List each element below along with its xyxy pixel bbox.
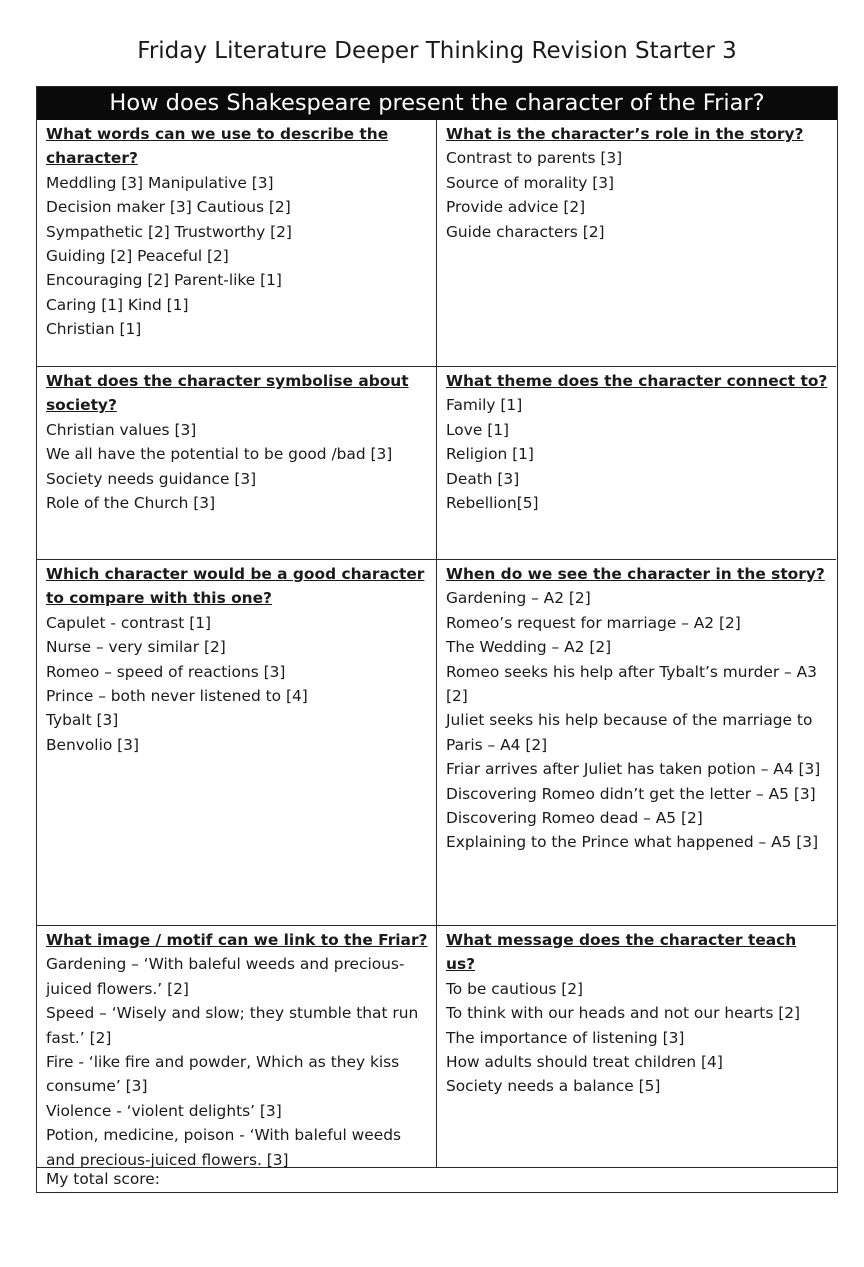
worksheet-table: [36, 86, 838, 1193]
answer-line: Provide advice [2]: [446, 198, 586, 217]
answer-line: Prince – both never listened to [4]: [46, 687, 308, 706]
answer-line: Gardening – ‘With baleful weeds and precious-juiced flowers.’ [2]: [46, 955, 405, 998]
section-question: What theme does the character connect to?: [446, 372, 828, 390]
answer-line: The importance of listening [3]: [446, 1028, 685, 1047]
answer-line: Encouraging [2] Parent-like [1]: [46, 271, 282, 290]
appearances-cell: [437, 559, 836, 925]
answer-line: We all have the potential to be good /bad [3]: [46, 445, 393, 464]
answer-line: Gardening – A2 [2]: [446, 589, 591, 608]
compare-character-cell: [37, 559, 437, 925]
answer-line: Role of the Church [3]: [46, 494, 216, 513]
answer-line: Speed – ‘Wisely and slow; they stumble that run fast.’ [2]: [46, 1004, 419, 1047]
message-cell: [437, 925, 836, 1167]
answer-line: Violence - ‘violent delights’ [3]: [46, 1101, 282, 1120]
answer-line: Romeo – speed of reactions [3]: [46, 662, 286, 681]
answer-line: Juliet seeks his help because of the marriage to Paris – A4 [2]: [446, 711, 813, 754]
section-question: What message does the character teach us?: [446, 931, 797, 974]
answer-line: Source of morality [3]: [446, 173, 615, 192]
answer-line: Tybalt [3]: [46, 711, 119, 730]
total-score-row: My total score:: [37, 1167, 837, 1192]
answer-line: Potion, medicine, poison - ‘With baleful weeds and precious-juiced flowers. [3]: [46, 1126, 401, 1167]
answer-line: Decision maker [3] Cautious [2]: [46, 198, 291, 217]
answer-line: Death [3]: [446, 469, 520, 488]
describe-words-cell: [37, 120, 437, 366]
answer-line: Society needs guidance [3]: [46, 469, 257, 488]
answer-line: Romeo’s request for marriage – A2 [2]: [446, 613, 741, 632]
answer-line: The Wedding – A2 [2]: [446, 638, 612, 657]
answer-line: Nurse – very similar [2]: [46, 638, 226, 657]
answer-line: Religion [1]: [446, 445, 534, 464]
answer-line: Love [1]: [446, 420, 509, 439]
answer-line: Discovering Romeo dead – A5 [2]: [446, 809, 703, 828]
answer-line: Contrast to parents [3]: [446, 149, 623, 168]
answer-line: Meddling [3] Manipulative [3]: [46, 173, 274, 192]
answer-line: Family [1]: [446, 396, 523, 415]
answer-line: Society needs a balance [5]: [446, 1077, 661, 1096]
answer-line: Friar arrives after Juliet has taken potion – A4 [3]: [446, 760, 821, 779]
answer-line: Sympathetic [2] Trustworthy [2]: [46, 222, 292, 241]
section-question: What does the character symbolise about society?: [46, 372, 409, 415]
section-question: What is the character’s role in the story?: [446, 125, 804, 143]
section-question: When do we see the character in the story?: [446, 565, 825, 583]
theme-cell: [437, 366, 836, 559]
role-in-story-cell: [437, 120, 836, 366]
answer-line: Romeo seeks his help after Tybalt’s murder – A3 [2]: [446, 662, 817, 706]
answer-line: Fire - ‘like fire and powder, Which as they kiss consume’ [3]: [46, 1053, 400, 1096]
question-banner: How does Shakespeare present the character of the Friar?: [37, 87, 837, 120]
section-question: What image / motif can we link to the Friar?: [46, 931, 428, 949]
answer-line: Christian [1]: [46, 320, 142, 339]
answer-line: Capulet - contrast [1]: [46, 613, 211, 632]
answer-line: Discovering Romeo didn’t get the letter – A5 [3]: [446, 784, 816, 803]
section-question: What words can we use to describe the character?: [46, 125, 389, 168]
answer-line: Caring [1] Kind [1]: [46, 295, 189, 314]
image-motif-cell: [37, 925, 437, 1167]
answer-line: Rebellion[5]: [446, 494, 539, 513]
answer-line: How adults should treat children [4]: [446, 1053, 723, 1072]
answer-line: Explaining to the Prince what happened – A5 [3]: [446, 833, 819, 852]
worksheet-title: Friday Literature Deeper Thinking Revision Starter 3: [137, 38, 737, 64]
answer-line: To be cautious [2]: [446, 979, 584, 998]
answer-line: Guide characters [2]: [446, 222, 605, 241]
answer-line: Christian values [3]: [46, 420, 197, 439]
answer-grid: [37, 120, 837, 1167]
answer-line: Benvolio [3]: [46, 735, 139, 754]
answer-line: To think with our heads and not our hearts [2]: [446, 1004, 801, 1023]
section-question: Which character would be a good character to compare with this one?: [46, 565, 425, 608]
symbolise-society-cell: [37, 366, 437, 559]
answer-line: Guiding [2] Peaceful [2]: [46, 247, 229, 266]
